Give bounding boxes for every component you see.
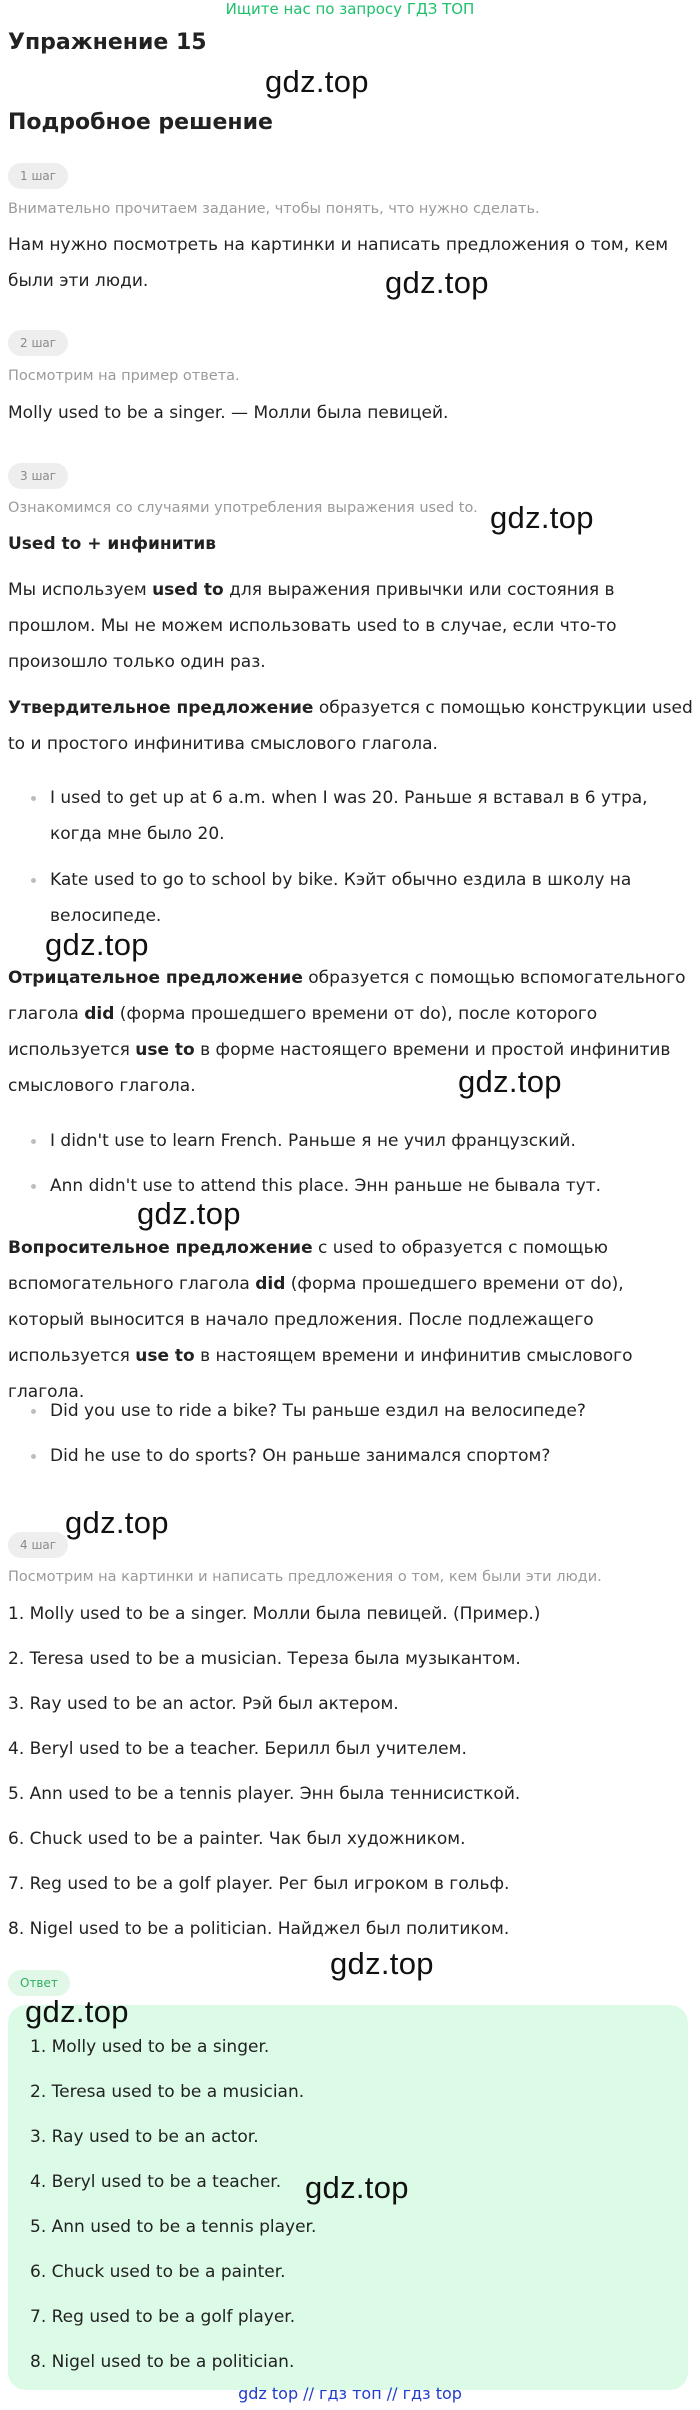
rule-paragraph-question: Вопросительное предложение с used to образуется с помощью вспомогательного глагола did (форма прошедшего времени от do), который выносится в начало предложения. После подлежащего используется use to в настоящем времени и инфинитив смыслового глагола. xyxy=(8,1238,633,1402)
step-badge-2: 2 шаг xyxy=(8,330,68,356)
step-text-1: Нам нужно посмотреть на картинки и написать предложения о том, кем были эти люди. xyxy=(8,235,669,291)
bullet-icon xyxy=(31,1409,36,1414)
rule-paragraph-affirmative: Утвердительное предложение образуется с помощью конструкции used to и простого инфинитива смыслового глагола. xyxy=(8,698,693,754)
footer-links[interactable]: gdz top // гдз топ // гдз top xyxy=(238,2384,462,2403)
solution-line: 6. Chuck used to be a painter. Чак был художником. xyxy=(8,1829,466,1849)
list-item: I didn't use to learn French. Раньше я не учил французский. xyxy=(50,1123,690,1159)
answer-line: 1. Molly used to be a singer. xyxy=(30,2037,270,2057)
solution-line: 4. Beryl used to be a teacher. Берилл был учителем. xyxy=(8,1739,467,1759)
rule-paragraph-usage: Мы используем used to для выражения привычки или состояния в прошлом. Мы не можем использовать used to в случае, если что-то произошло только один раз. xyxy=(8,580,617,672)
watermark: gdz.top xyxy=(490,500,594,535)
bullet-icon xyxy=(31,878,36,883)
rule-heading: Used to + инфинитив xyxy=(8,534,217,554)
step-text-2: Molly used to be a singer. — Молли была певицей. xyxy=(8,403,449,423)
list-item: Ann didn't use to attend this place. Энн раньше не бывала тут. xyxy=(50,1168,690,1204)
step-hint-3: Ознакомимся со случаями употребления выражения used to. xyxy=(8,500,478,516)
section-title: Подробное решение xyxy=(8,110,273,135)
answer-line: 6. Chuck used to be a painter. xyxy=(30,2262,286,2282)
answer-line: 7. Reg used to be a golf player. xyxy=(30,2307,296,2327)
solution-line: 3. Ray used to be an actor. Рэй был актером. xyxy=(8,1694,399,1714)
watermark: gdz.top xyxy=(458,1064,562,1099)
list-item: Did he use to do sports? Он раньше занимался спортом? xyxy=(50,1438,690,1474)
answer-line: 8. Nigel used to be a politician. xyxy=(30,2352,295,2372)
answer-badge: Ответ xyxy=(8,1970,70,1996)
bullet-icon xyxy=(31,796,36,801)
watermark: gdz.top xyxy=(330,1946,434,1981)
watermark: gdz.top xyxy=(305,2170,409,2205)
solution-line: 5. Ann used to be a tennis player. Энн была теннисисткой. xyxy=(8,1784,521,1804)
answer-line: 3. Ray used to be an actor. xyxy=(30,2127,259,2147)
step-badge-4: 4 шаг xyxy=(8,1532,68,1558)
solution-line: 8. Nigel used to be a politician. Найджел был политиком. xyxy=(8,1919,510,1939)
bullet-icon xyxy=(31,1184,36,1189)
watermark: gdz.top xyxy=(137,1196,241,1231)
bullet-icon xyxy=(31,1454,36,1459)
step-badge-1: 1 шаг xyxy=(8,163,68,189)
watermark: gdz.top xyxy=(65,1505,169,1540)
watermark: gdz.top xyxy=(45,927,149,962)
watermark: gdz.top xyxy=(265,64,369,99)
solution-line: 2. Teresa used to be a musician. Тереза была музыкантом. xyxy=(8,1649,521,1669)
page-title: Упражнение 15 xyxy=(8,30,207,55)
search-banner: Ищите нас по запросу ГДЗ ТОП xyxy=(225,0,475,18)
list-item: I used to get up at 6 a.m. when I was 20. Раньше я вставал в 6 утра, когда мне было 20. xyxy=(50,780,690,852)
list-item: Kate used to go to school by bike. Кэйт обычно ездила в школу на велосипеде. xyxy=(50,862,690,934)
answer-line: 5. Ann used to be a tennis player. xyxy=(30,2217,317,2237)
step-hint-4: Посмотрим на картинки и написать предложения о том, кем были эти люди. xyxy=(8,1569,602,1585)
rule-paragraph-negative: Отрицательное предложение образуется с помощью вспомогательного глагола did (форма прошедшего времени от do), после которого используется use to в форме настоящего времени и простой инфинитив смыслового глагола. xyxy=(8,968,686,1096)
watermark: gdz.top xyxy=(385,265,489,300)
answer-line: 4. Beryl used to be a teacher. xyxy=(30,2172,282,2192)
step-hint-1: Внимательно прочитаем задание, чтобы понять, что нужно сделать. xyxy=(8,201,540,217)
solution-line: 7. Reg used to be a golf player. Рег был игроком в гольф. xyxy=(8,1874,510,1894)
step-badge-3: 3 шаг xyxy=(8,463,68,489)
watermark: gdz.top xyxy=(25,1994,129,2029)
bullet-icon xyxy=(31,1139,36,1144)
list-item: Did you use to ride a bike? Ты раньше ездил на велосипеде? xyxy=(50,1393,690,1429)
solution-line: 1. Molly used to be a singer. Молли была певицей. (Пример.) xyxy=(8,1604,541,1624)
answer-line: 2. Teresa used to be a musician. xyxy=(30,2082,305,2102)
step-hint-2: Посмотрим на пример ответа. xyxy=(8,368,240,384)
